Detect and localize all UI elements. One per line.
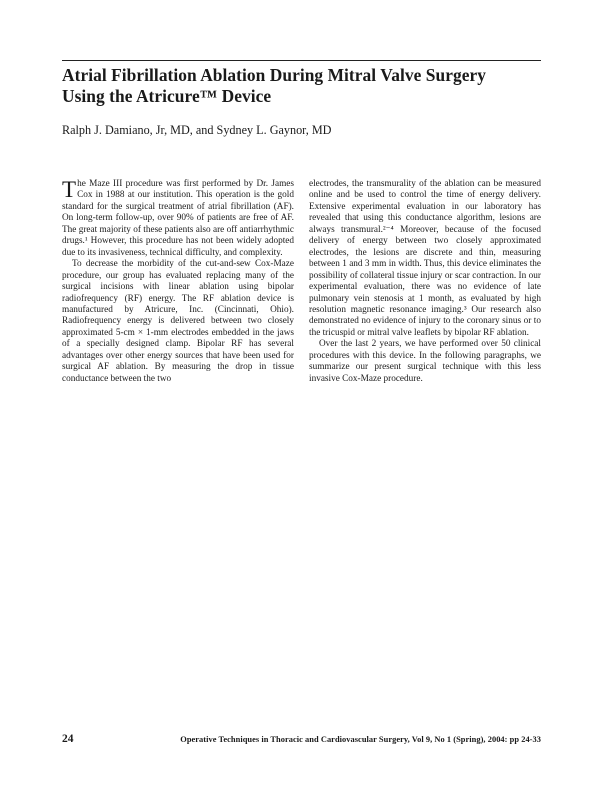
page-footer (62, 733, 541, 747)
clinical-experience-paragraph: Over the last 2 years, we have performed over 50 clinical procedures with this device. In the following paragraphs, we summarize our present surgical technique with this less invasive Cox-Maze procedure. (309, 339, 541, 384)
header-rule (62, 60, 541, 61)
title-line-2: Using the Atricure™ Device (62, 86, 272, 106)
right-column (309, 179, 541, 385)
drop-cap: T (62, 177, 77, 202)
journal-citation: Operative Techniques in Thoracic and Cardiovascular Surgery, Vol 9, No 1 (Spring), 2004: pp 24-33 (180, 735, 541, 744)
intro-paragraph (62, 179, 294, 259)
article-title (62, 65, 541, 107)
page-number: 24 (62, 733, 74, 745)
transmurality-paragraph: electrodes, the transmurality of the ablation can be measured online and be used to control the time of energy delivery. Extensive experimental evaluation in our laboratory has revealed that using this conductance algorithm, lesions are always transmural.²⁻⁴ Moreover, because of the focused delivery of energy between two closely approximated electrodes, the lesions are discrete and thin, measuring between 1 and 3 mm in width. Thus, this device eliminates the possibility of collateral tissue injury or scar contraction. In our experimental evaluation, there was no evidence of late pulmonary vein stenosis at 1 month, as evaluated by high resolution magnetic resonance imaging.³ Our research also demonstrated no evidence of injury to the coronary sinus or to the tricuspid or mitral valve leaflets by bipolar RF ablation. (309, 179, 541, 338)
author-line: Ralph J. Damiano, Jr, MD, and Sydney L. Gaynor, MD (62, 123, 332, 137)
intro-paragraph-text: he Maze III procedure was first performed by Dr. James Cox in 1988 at our institution. This operation is the gold standard for the surgical treatment of atrial fibrillation (AF). On long-term follow-up, over 90% of patients are free of AF. The great majority of these patients also are off antiarrhythmic drugs.¹ However, this procedure has not been widely adopted due to its invasiveness, technical difficulty, and complexity. (62, 179, 294, 258)
rf-device-paragraph: To decrease the morbidity of the cut-and-sew Cox-Maze procedure, our group has evaluated replacing many of the surgical incisions with linear ablation using bipolar radiofrequency (RF) energy. The RF ablation device is manufactured by Atricure, Inc. (Cincinnati, Ohio). Radiofrequency energy is delivered between two closely approximated 5-cm × 1-mm electrodes embedded in the jaws of a specially designed clamp. Bipolar RF has several advantages over other energy sources that have been used for surgical AF ablation. By measuring the drop in tissue conductance between the two (62, 259, 294, 384)
title-line-1: Atrial Fibrillation Ablation During Mitral Valve Surgery (62, 65, 487, 85)
left-column (62, 179, 294, 385)
